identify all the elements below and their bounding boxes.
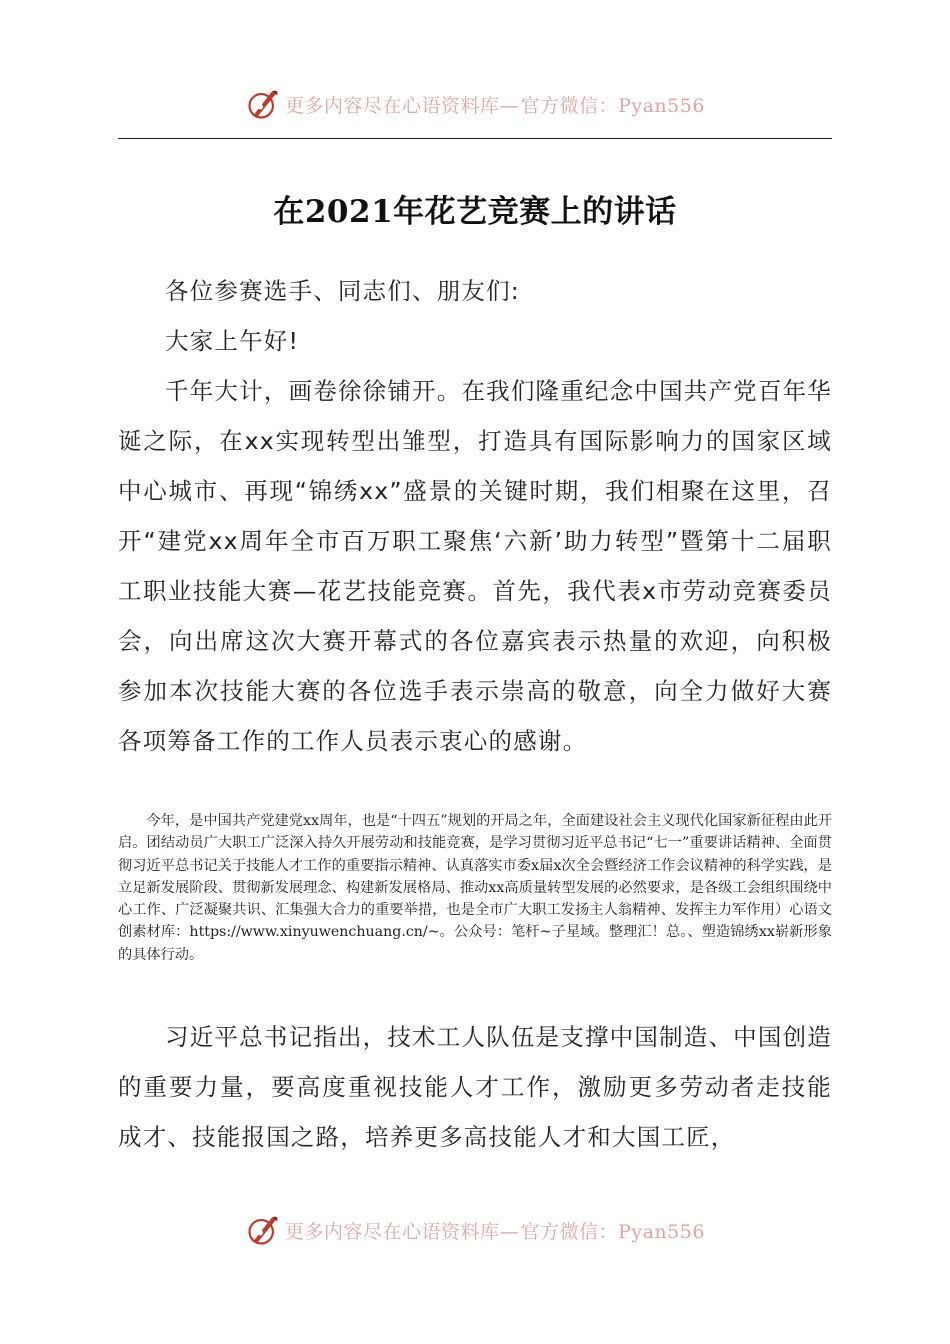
quill-pen-logo-icon xyxy=(245,1212,281,1248)
banner-text: 更多内容尽在心语资料库—官方微信：Pyan556 xyxy=(285,94,705,117)
paragraph-3-text: 习近平总书记指出，技术工人队伍是支撑中国制造、中国创造的重要力量，要高度重视技能人才工作，激励更多劳动者走技能成才、技能报国之路，培养更多高技能人才和大国工匠， xyxy=(118,1023,832,1151)
paragraph-2-text: 今年，是中国共产党建党xx周年，也是“十四五”规划的开局之年，全面建设社会主义现代化国家新征程由此开启。团结动员广大职工广泛深入持久开展劳动和技能竞赛，是学习贯彻习近平总书记“七一”重要讲话精神、全面贯彻习近平总书记关于技能人才工作的重要指示精神、认真落实市委x届x次全会暨经济工作会议精神的科学实践，是立足新发展阶段、贯彻新发展理念、构建新发展格局、推动xx高质量转型发展的必然要求，是各级工会组织围绕中心工作、广泛凝聚共识、汇集强大合力的重要举措，也是全市广大职工发扬主人翁精神、发挥主力军作用）心语文创素材库：https://www.xinyuwenchuang.cn/~。公众号：笔杆~子星域。整理汇！总。、塑造锦绣xx崭新形象的具体行动。 xyxy=(118,813,832,963)
paragraph-small-inserted xyxy=(118,810,832,966)
greeting: 大家上午好! xyxy=(165,327,300,355)
paragraph-opening xyxy=(118,366,832,766)
quill-pen-logo-icon xyxy=(245,86,281,122)
banner-text: 更多内容尽在心语资料库—官方微信：Pyan556 xyxy=(285,1220,705,1243)
header-banner xyxy=(0,82,950,126)
paragraph-1-text: 千年大计，画卷徐徐铺开。在我们隆重纪念中国共产党百年华诞之际，在xx实现转型出雏型，打造具有国际影响力的国家区域中心城市、再现“锦绣xx”盛景的关键时期，我们相聚在这里，召开“建党xx周年全市百万职工聚焦‘六新’助力转型”暨第十二届职工职业技能大赛—花艺技能竞赛。首先，我代表x市劳动竞赛委员会，向出席这次大赛开幕式的各位嘉宾表示热量的欢迎，向积极参加本次技能大赛的各位选手表示崇高的敬意，向全力做好大赛各项筹备工作的工作人员表示衷心的感谢。 xyxy=(118,377,832,755)
document-title: 在2021年花艺竞赛上的讲话 xyxy=(273,194,677,230)
header-divider xyxy=(118,138,832,139)
salutation: 各位参赛选手、同志们、朋友们: xyxy=(165,277,520,305)
paragraph-continuation xyxy=(118,1012,832,1162)
footer-banner xyxy=(0,1208,950,1252)
